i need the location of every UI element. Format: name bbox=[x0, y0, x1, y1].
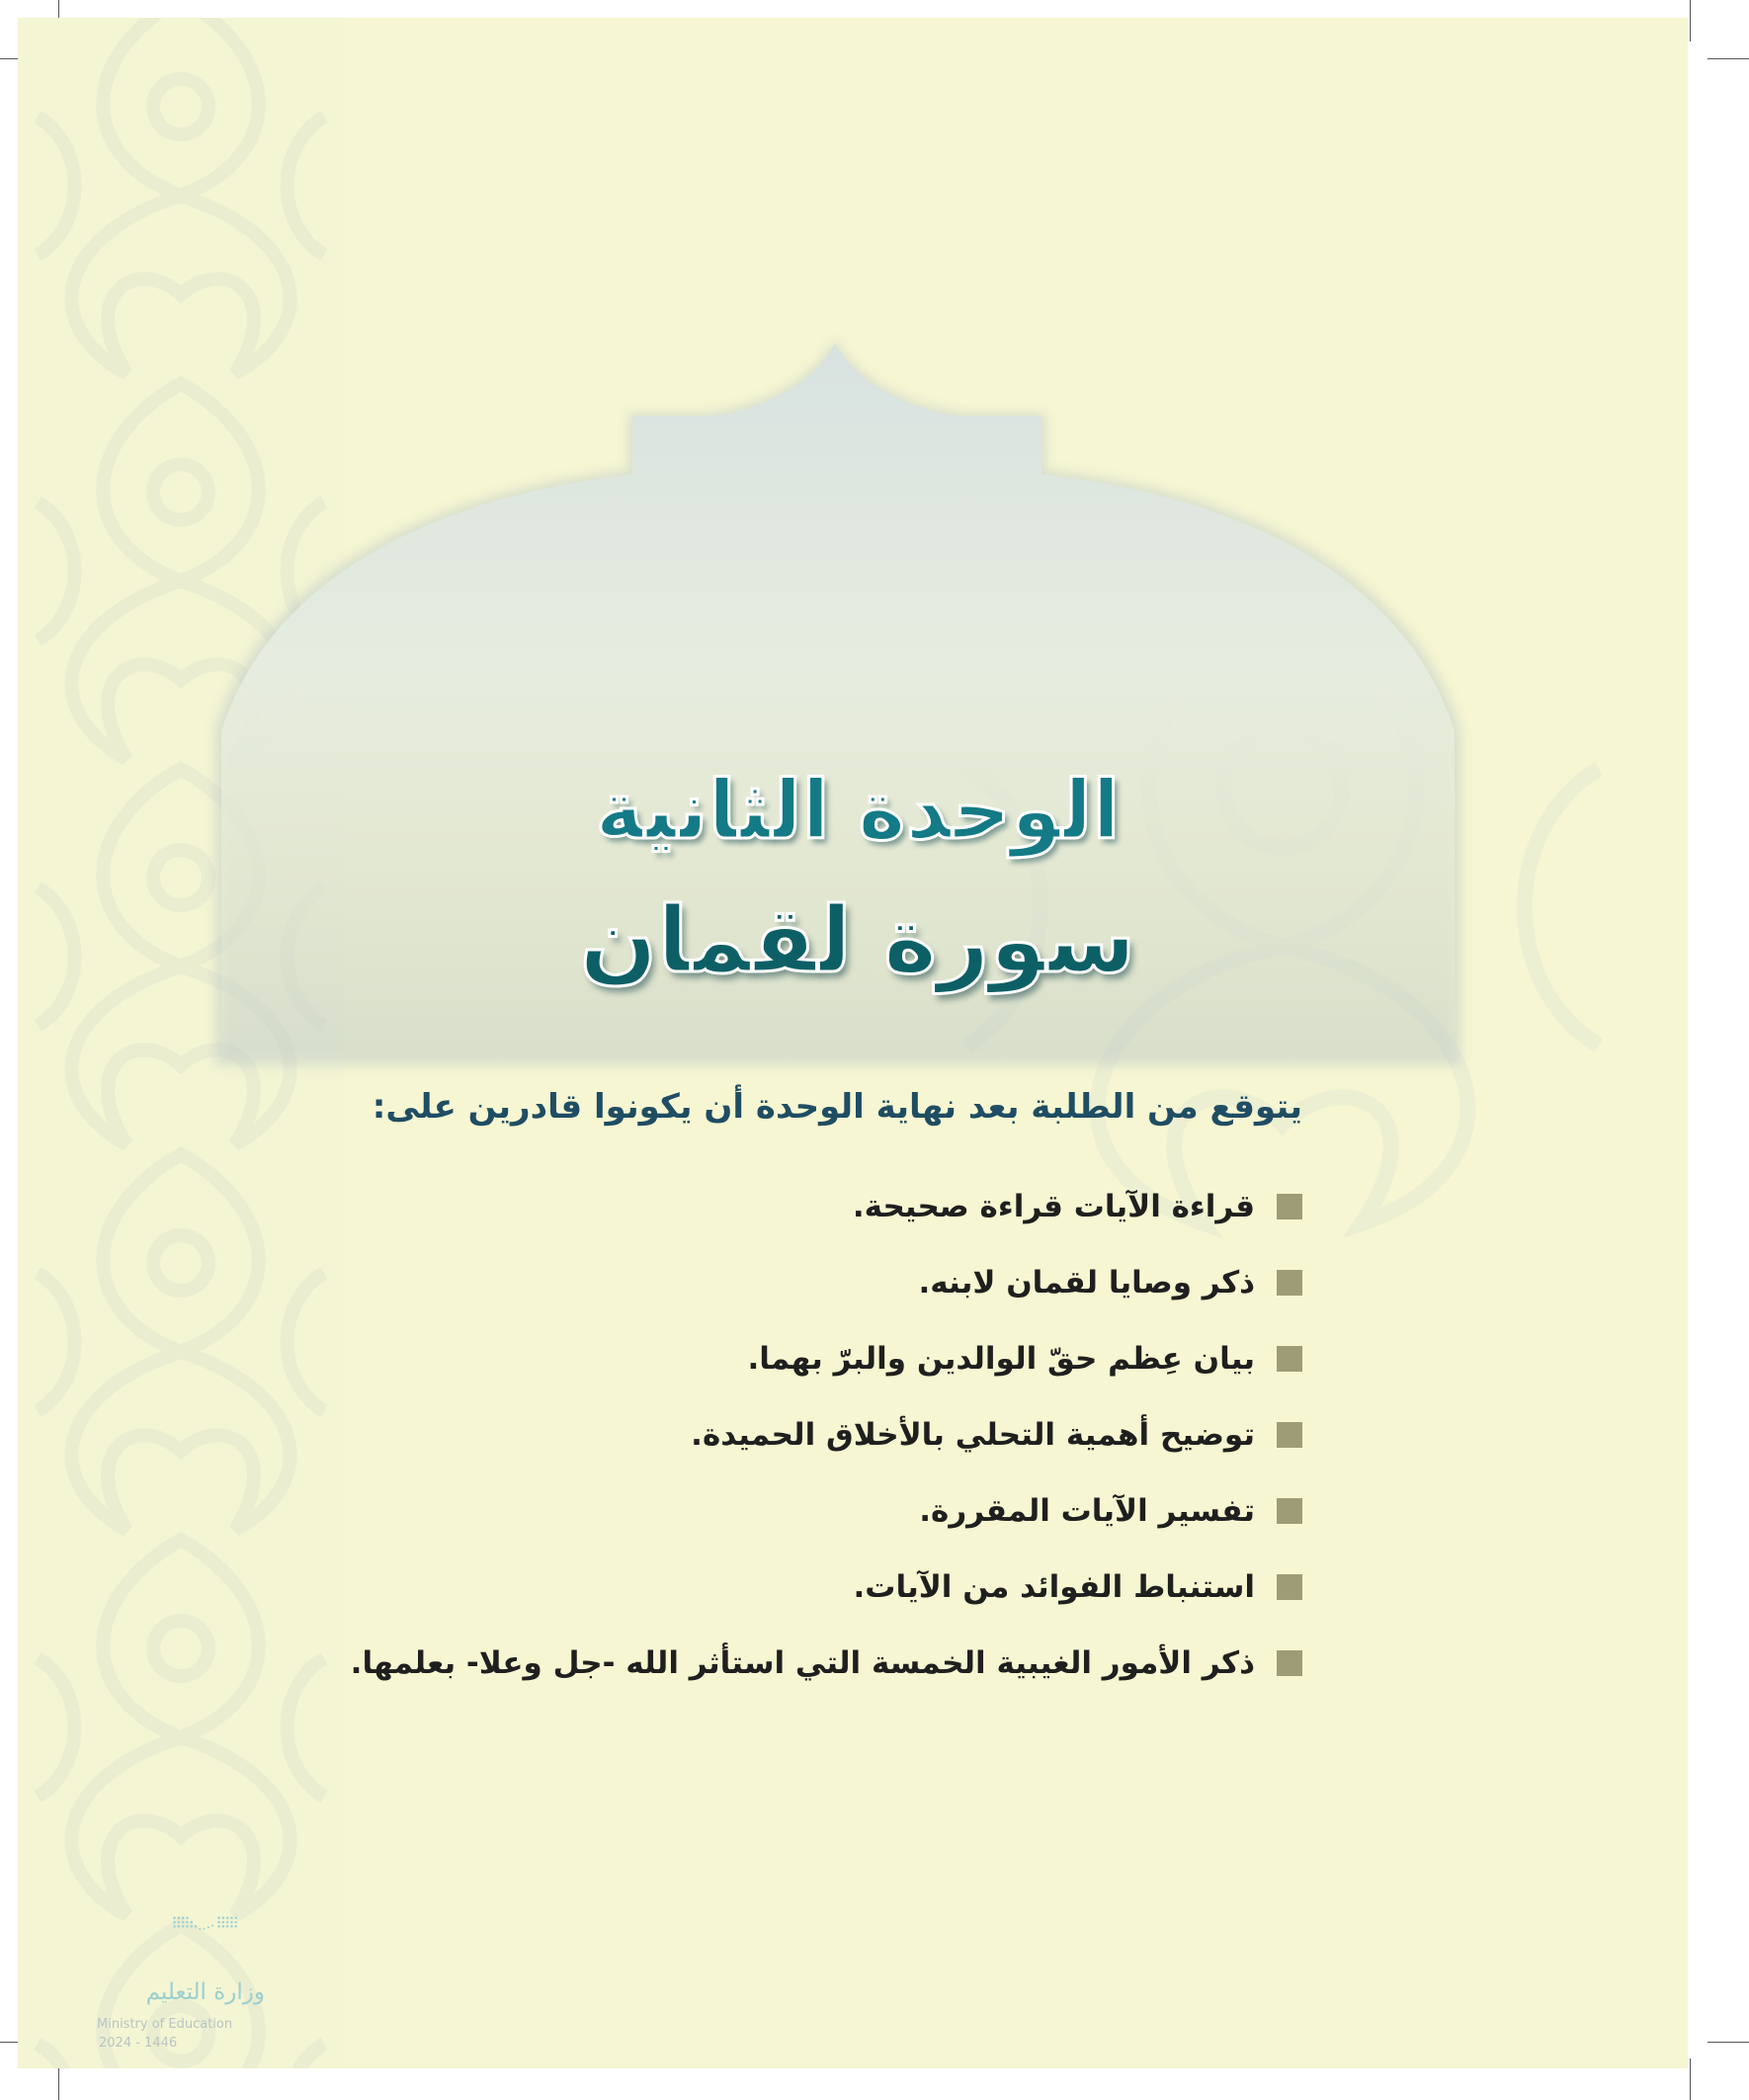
objective-item bbox=[196, 1407, 1302, 1483]
ministry-logo-icon bbox=[112, 1910, 309, 1970]
objective-text: قراءة الآيات قراءة صحيحة. bbox=[852, 1189, 1255, 1224]
crop-mark bbox=[1690, 0, 1691, 42]
objective-text: استنباط الفوائد من الآيات. bbox=[853, 1569, 1255, 1605]
crop-mark bbox=[1707, 2042, 1749, 2043]
dome-arch-frame bbox=[18, 18, 1688, 2068]
square-bullet-icon bbox=[1277, 1498, 1302, 1524]
unit-label: الوحدة الثانية bbox=[595, 764, 1121, 858]
square-bullet-icon bbox=[1277, 1194, 1302, 1219]
square-bullet-icon bbox=[1277, 1650, 1302, 1676]
ministry-name-arabic: وزارة التعليم bbox=[145, 1979, 265, 2005]
learning-objectives-list bbox=[196, 1179, 1302, 1712]
objective-text: بيان عِظم حقّ الوالدين والبرّ بهما. bbox=[747, 1341, 1255, 1377]
ministry-name-english: Ministry of Education bbox=[97, 2017, 233, 2032]
objective-text: تفسير الآيات المقررة. bbox=[919, 1493, 1255, 1529]
objective-item bbox=[196, 1483, 1302, 1559]
square-bullet-icon bbox=[1277, 1574, 1302, 1600]
objective-item bbox=[196, 1331, 1302, 1407]
objective-item bbox=[196, 1255, 1302, 1331]
square-bullet-icon bbox=[1277, 1270, 1302, 1296]
learning-outcomes-intro: يتوقع من الطلبة بعد نهاية الوحدة أن يكونوا قادرين على: bbox=[372, 1087, 1302, 1127]
edition-year: 2024 - 1446 bbox=[99, 2036, 178, 2051]
square-bullet-icon bbox=[1277, 1346, 1302, 1372]
crop-mark bbox=[1690, 2058, 1691, 2100]
objective-item bbox=[196, 1179, 1302, 1255]
book-page bbox=[18, 18, 1688, 2068]
surah-title: سورة لقمان bbox=[579, 887, 1136, 993]
objective-text: ذكر الأمور الغيبية الخمسة التي استأثر الله -جل وعلا- بعلمها. bbox=[350, 1645, 1255, 1681]
objective-item bbox=[196, 1559, 1302, 1636]
crop-mark bbox=[1707, 58, 1749, 59]
square-bullet-icon bbox=[1277, 1422, 1302, 1448]
objective-text: ذكر وصايا لقمان لابنه. bbox=[918, 1265, 1255, 1301]
objective-item bbox=[196, 1636, 1302, 1712]
objective-text: توضيح أهمية التحلي بالأخلاق الحميدة. bbox=[691, 1417, 1255, 1453]
